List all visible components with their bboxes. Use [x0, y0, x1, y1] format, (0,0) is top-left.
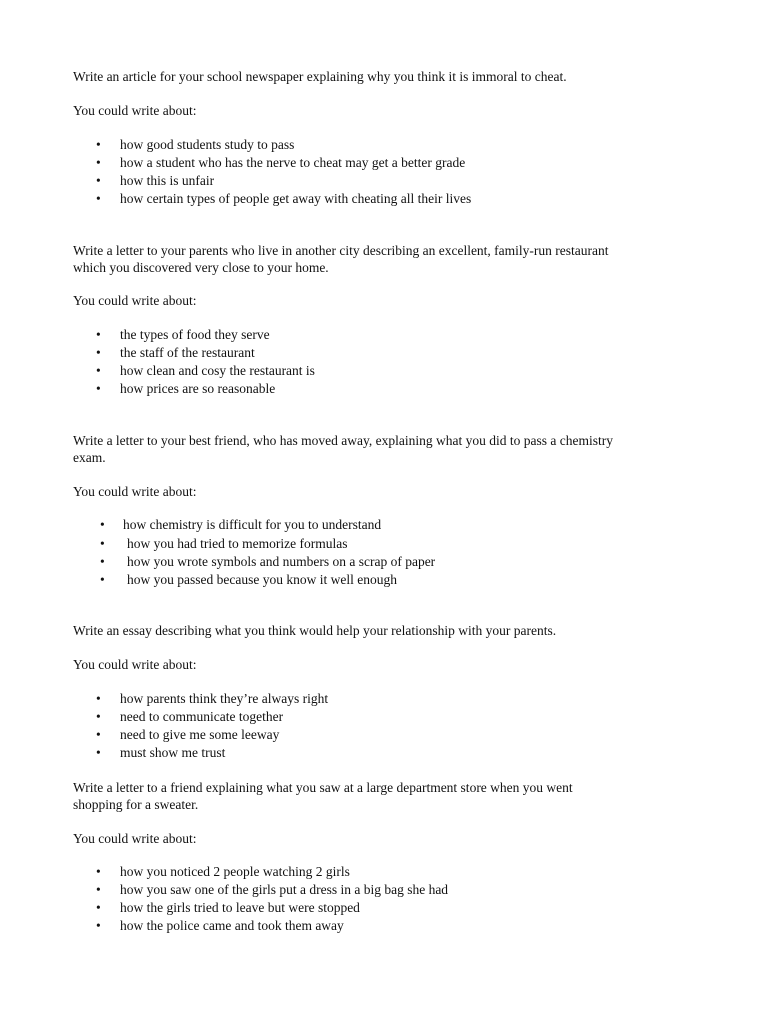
bullet-icon: • — [96, 173, 101, 188]
bullet-icon: • — [96, 900, 101, 915]
bullet-icon: • — [96, 918, 101, 933]
bullet-icon: • — [100, 517, 105, 532]
bullet-text: how clean and cosy the restaurant is — [120, 363, 315, 378]
section-2-prompt-line-1: Write a letter to your parents who live in another city describing an excellent, family-run restaurant — [73, 243, 609, 258]
section-4-prompt-line-1: Write an essay describing what you think would help your relationship with your parents. — [73, 623, 557, 638]
section-1-prompt-line-1: Write an article for your school newspaper explaining why you think it is immoral to cheat. — [73, 69, 567, 84]
bullet-text: how a student who has the nerve to cheat may get a better grade — [120, 155, 466, 170]
bullet-text: how good students study to pass — [120, 137, 295, 152]
section-2-intro: You could write about: — [73, 293, 197, 308]
bullet-icon: • — [96, 345, 101, 360]
section-5-prompt-line-1: Write a letter to a friend explaining what you saw at a large department store when you went — [73, 780, 573, 795]
section-3-intro: You could write about: — [73, 484, 197, 499]
bullet-icon: • — [100, 536, 105, 551]
bullet-icon: • — [96, 155, 101, 170]
bullet-text: the types of food they serve — [120, 327, 270, 342]
bullet-icon: • — [96, 363, 101, 378]
bullet-text: how parents think they’re always right — [120, 691, 329, 706]
section-5-intro: You could write about: — [73, 831, 197, 846]
bullet-text: how prices are so reasonable — [120, 381, 276, 396]
bullet-icon: • — [96, 191, 101, 206]
bullet-icon: • — [100, 572, 105, 587]
bullet-text: how this is unfair — [120, 173, 215, 188]
bullet-text: how you noticed 2 people watching 2 girls — [120, 864, 350, 879]
bullet-text: how you wrote symbols and numbers on a scrap of paper — [127, 554, 436, 569]
bullet-text: how the girls tried to leave but were stopped — [120, 900, 360, 915]
bullet-icon: • — [96, 745, 101, 760]
bullet-text: the staff of the restaurant — [120, 345, 255, 360]
bullet-text: need to give me some leeway — [120, 727, 280, 742]
bullet-text: how certain types of people get away with cheating all their lives — [120, 191, 472, 206]
section-1-intro: You could write about: — [73, 103, 197, 118]
bullet-icon: • — [96, 327, 101, 342]
bullet-text: how you saw one of the girls put a dress in a big bag she had — [120, 882, 449, 897]
bullet-text: must show me trust — [120, 745, 226, 760]
section-3-prompt-line-2: exam. — [73, 450, 106, 465]
bullet-text: how you passed because you know it well enough — [127, 572, 397, 587]
bullet-icon: • — [96, 727, 101, 742]
bullet-text: how the police came and took them away — [120, 918, 344, 933]
section-4-intro: You could write about: — [73, 657, 197, 672]
bullet-text: need to communicate together — [120, 709, 284, 724]
bullet-icon: • — [96, 381, 101, 396]
bullet-icon: • — [96, 882, 101, 897]
bullet-icon: • — [96, 864, 101, 879]
bullet-text: how you had tried to memorize formulas — [127, 536, 348, 551]
bullet-icon: • — [100, 554, 105, 569]
section-5-prompt-line-2: shopping for a sweater. — [73, 797, 199, 812]
bullet-icon: • — [96, 691, 101, 706]
bullet-icon: • — [96, 137, 101, 152]
section-2-prompt-line-2: which you discovered very close to your home. — [73, 260, 329, 275]
section-3-prompt-line-1: Write a letter to your best friend, who has moved away, explaining what you did to pass a chemistry — [73, 433, 613, 448]
bullet-icon: • — [96, 709, 101, 724]
bullet-text: how chemistry is difficult for you to understand — [123, 517, 382, 532]
